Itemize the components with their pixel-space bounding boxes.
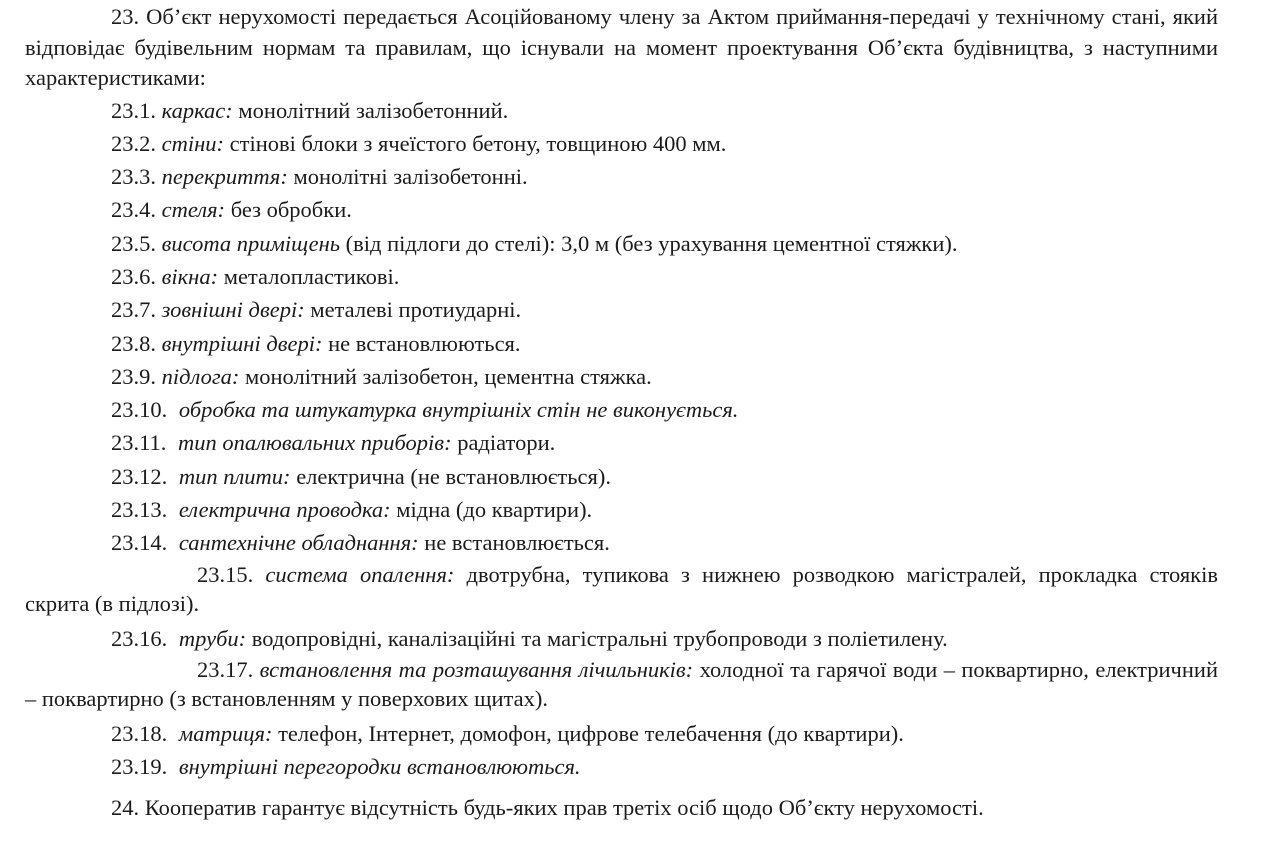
item-text: електрична (не встановлюється). — [290, 463, 611, 489]
item-term: внутрішні перегородки встановлюються. — [178, 754, 581, 780]
item-number: 23.10. — [111, 397, 168, 423]
item-23-4 — [25, 193, 1218, 226]
item-text: водопровідні, каналізаційні та магістральні трубопроводи з поліетилену. — [246, 625, 948, 651]
item-text: мідна (до квартири). — [390, 497, 593, 523]
item-term: тип плити: — [178, 463, 291, 489]
item-text: стінові блоки з ячеїстого бетону, товщиною 400 мм. — [224, 130, 727, 156]
item-number: 23.9. — [111, 363, 156, 389]
item-term: внутрішні двері: — [161, 330, 323, 356]
item-23-15 — [25, 560, 1218, 618]
item-term: тип опалювальних приборів: — [178, 430, 452, 456]
item-text: холодної та гарячої води – поквартирно, електричний – поквартирно (з встановленням у поверхових щитах). — [25, 656, 1218, 711]
item-23-10 — [25, 393, 1218, 426]
item-number: 23.16. — [111, 625, 168, 651]
item-number: 23.12. — [111, 463, 168, 489]
item-23-11 — [25, 426, 1218, 459]
item-term: каркас: — [161, 97, 233, 123]
item-text: монолітний залізобетон, цементна стяжка. — [239, 363, 652, 389]
item-number: 23.14. — [111, 530, 168, 556]
item-23-1 — [25, 94, 1218, 127]
item-number: 23.18. — [111, 720, 168, 746]
item-number: 23.2. — [111, 130, 156, 156]
item-text: монолітні залізобетонні. — [287, 164, 528, 190]
paragraph-23: 23. Об’єкт нерухомості передається Асоційованому члену за Актом приймання-передачі у технічному стані, який відповідає будівельним нормам та правилам, що існували на момент проектування Об’єкта будівництва, з наступними характеристиками: — [25, 4, 1218, 90]
item-text: металопластикові. — [218, 263, 400, 289]
item-text: монолітний залізобетонний. — [232, 97, 509, 123]
item-23-13 — [25, 493, 1218, 526]
item-23-17 — [25, 655, 1218, 713]
item-term: підлога: — [161, 363, 240, 389]
item-term: встановлення та розташування лічильників: — [259, 656, 694, 682]
item-number: 23.15. — [197, 561, 254, 587]
item-23-18 — [25, 717, 1218, 750]
item-text: (від підлоги до стелі): 3,0 м (без урахування цементної стяжки). — [340, 230, 958, 256]
item-number: 23.11. — [111, 430, 167, 456]
item-23-5 — [25, 227, 1218, 260]
item-text: металеві протиударні. — [304, 297, 522, 323]
item-text: не встановлюється. — [418, 530, 610, 556]
item-term: перекриття: — [161, 164, 288, 190]
item-text: двотрубна, тупикова з нижнею розводкою магістралей, прокладка стояків скрита (в підлозі). — [25, 561, 1218, 616]
item-number: 23.8. — [111, 330, 156, 356]
item-23-3 — [25, 160, 1218, 193]
item-23-14 — [25, 526, 1218, 559]
item-23-9 — [25, 360, 1218, 393]
item-text: телефон, Інтернет, домофон, цифрове телебачення (до квартири). — [272, 720, 904, 746]
item-text: радіатори. — [451, 430, 556, 456]
item-number: 23.17. — [197, 656, 254, 682]
item-term: вікна: — [161, 263, 219, 289]
item-number: 23.1. — [111, 97, 156, 123]
item-number: 23.4. — [111, 197, 156, 223]
item-number: 23.13. — [111, 497, 168, 523]
spacer — [25, 784, 1218, 793]
item-number: 23.5. — [111, 230, 156, 256]
item-23-8 — [25, 327, 1218, 360]
item-23-7 — [25, 293, 1218, 326]
item-text: без обробки. — [225, 197, 352, 223]
item-23-19 — [25, 750, 1218, 783]
item-term: сантехнічне обладнання: — [178, 530, 419, 556]
item-term: труби: — [178, 625, 247, 651]
item-term: система опалення: — [265, 561, 455, 587]
item-term: стеля: — [161, 197, 226, 223]
item-23-16 — [25, 622, 1218, 655]
item-term: обробка та штукатурка внутрішніх стін не виконується. — [178, 397, 739, 423]
item-number: 23.19. — [111, 754, 168, 780]
item-number: 23.7. — [111, 297, 156, 323]
item-23-12 — [25, 460, 1218, 493]
item-number: 23.6. — [111, 263, 156, 289]
item-term: висота приміщень — [161, 230, 341, 256]
item-term: електрична проводка: — [178, 497, 391, 523]
item-text: не встановлюються. — [322, 330, 521, 356]
item-23-2 — [25, 127, 1218, 160]
item-23-6 — [25, 260, 1218, 293]
item-term: зовнішні двері: — [161, 297, 305, 323]
paragraph-24: 24. Кооператив гарантує відсутність будь-яких прав третіх осіб щодо Об’єкту нерухомості. — [111, 794, 984, 820]
item-term: матриця: — [178, 720, 273, 746]
item-number: 23.3. — [111, 164, 156, 190]
item-term: стіни: — [161, 130, 225, 156]
